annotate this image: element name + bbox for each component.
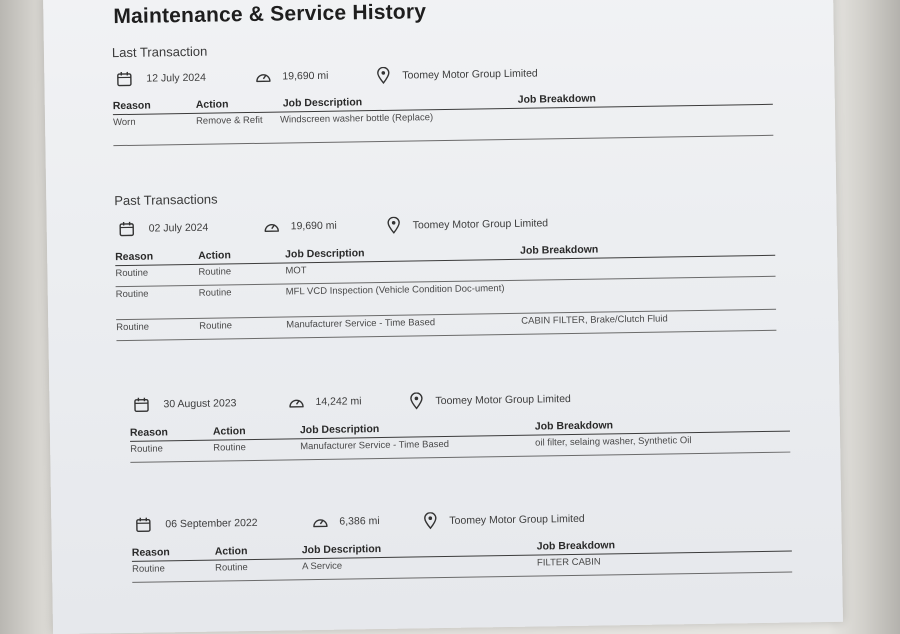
speedometer-icon [311,514,329,530]
row-breakdown: FILTER CABIN [537,557,601,569]
transaction-card [131,507,792,583]
row-reason: Routine [115,268,148,280]
past-transactions-label: Past Transactions [114,192,218,209]
col-job-description: Job Description [283,96,363,109]
transaction-date: 06 September 2022 [165,517,257,530]
col-action: Action [215,545,248,558]
row-action: Routine [199,320,232,332]
calendar-icon [133,397,149,413]
mileage-item [254,68,328,85]
row-description: MFL VCD Inspection (Vehicle Condition Doc-ument) [286,283,511,299]
col-action: Action [196,98,229,111]
col-job-description: Job Description [302,543,382,556]
col-job-description: Job Description [300,423,380,436]
transaction-meta [115,211,775,243]
transaction-mileage: 19,690 mi [291,220,337,233]
transaction-meta [131,507,791,539]
transaction-mileage: 19,690 mi [282,70,328,83]
row-action: Remove & Refit [196,115,263,127]
date-item [119,220,209,237]
col-reason: Reason [132,546,170,559]
col-job-breakdown: Job Breakdown [535,419,613,432]
row-breakdown: oil filter, selaing washer, Synthetic Oil [535,435,691,448]
transaction-card [112,61,773,146]
col-action: Action [198,249,231,262]
transaction-card [129,387,790,463]
location-item [423,510,585,530]
location-pin-icon [423,512,437,529]
col-job-breakdown: Job Breakdown [520,244,598,257]
transaction-card [115,211,777,341]
transaction-meta [129,387,789,419]
date-item [116,70,206,87]
mileage-item [311,513,380,530]
row-description: Windscreen washer bottle (Replace) [196,112,436,128]
date-item [135,515,257,533]
row-reason: Routine [130,443,163,455]
transaction-location: Toomey Motor Group Limited [402,67,538,81]
paper-sheet [43,0,843,634]
speedometer-icon [287,394,305,410]
col-job-breakdown: Job Breakdown [518,93,596,106]
mileage-item [287,393,361,410]
transaction-meta [112,61,772,93]
calendar-icon [116,71,132,87]
row-reason: Routine [116,289,149,301]
location-item [376,64,538,84]
transaction-location: Toomey Motor Group Limited [413,217,549,231]
location-item [387,214,549,234]
row-action: Routine [215,562,248,574]
row-reason: Worn [113,117,136,128]
col-job-description: Job Description [285,247,365,260]
col-reason: Reason [130,426,168,439]
calendar-icon [119,221,135,237]
row-action: Routine [199,287,232,299]
row-description: Manufacturer Service - Time Based [286,317,435,330]
transaction-mileage: 6,386 mi [339,515,379,528]
row-action: Routine [198,266,231,278]
row-breakdown: CABIN FILTER, Brake/Clutch Fluid [521,313,668,326]
row-description: A Service [302,561,342,573]
col-reason: Reason [115,251,153,264]
page-title: Maintenance & Service History [113,0,426,29]
row-action: Routine [213,442,246,454]
speedometer-icon [263,219,281,235]
mileage-item [263,218,337,235]
row-reason: Routine [116,322,149,334]
date-item [133,395,236,413]
calendar-icon [135,517,151,533]
transaction-date: 12 July 2024 [146,72,206,85]
location-item [409,390,571,410]
row-description: MOT [285,265,306,276]
transaction-location: Toomey Motor Group Limited [435,393,571,407]
last-transaction-label: Last Transaction [112,44,208,60]
row-reason: Routine [132,563,165,575]
col-action: Action [213,425,246,438]
location-pin-icon [409,392,423,409]
transaction-mileage: 14,242 mi [315,395,361,408]
transaction-date: 30 August 2023 [163,397,236,410]
row-description: Manufacturer Service - Time Based [300,439,449,452]
transaction-date: 02 July 2024 [149,222,209,235]
speedometer-icon [254,69,272,85]
location-pin-icon [387,217,401,234]
col-reason: Reason [113,100,151,113]
location-pin-icon [376,67,390,84]
transaction-location: Toomey Motor Group Limited [449,512,585,526]
col-job-breakdown: Job Breakdown [537,539,615,552]
